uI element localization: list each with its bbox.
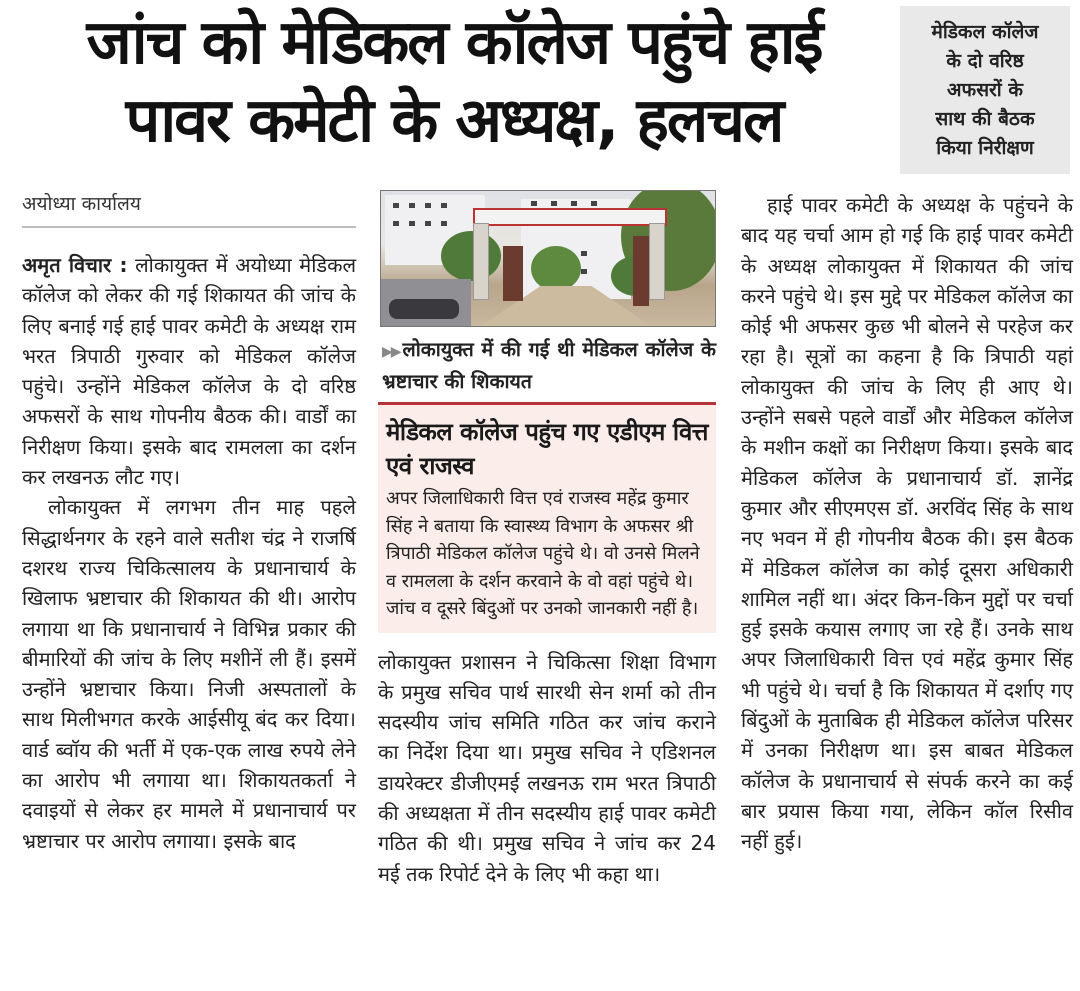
article-column-1 xyxy=(22,190,356,856)
article-paragraph: लोकायुक्त प्रशासन ने चिकित्सा शिक्षा विभाग के प्रमुख सचिव पार्थ सारथी सेन शर्मा को तीन सदस्यीय जांच समिति गठित कर जांच कराने का निर्देश दिया था। प्रमुख सचिव ने एडिशनल डायरेक्टर डीजीएमई लखनऊ राम भरत त्रिपाठी की अध्यक्षता में तीन सदस्यीय हाई पावर कमेटी गठित की थी। प्रमुख सचिव ने जांच कर 24 मई तक रिपोर्ट देने के लिए भी कहा था। xyxy=(378,649,716,886)
article-paragraph: हाई पावर कमेटी के अध्यक्ष के पहुंचने के बाद यह चर्चा आम हो गई कि हाई पावर कमेटी के अध्यक्ष लोकायुक्त में शिकायत की जांच करने पहुंचे थे। इस मुद्दे पर मेडिकल कॉलेज का कोई भी अफसर कुछ भी बोलने से परहेज कर रहा है। सूत्रों का कहना है कि त्रिपाठी यहां लोकायुक्त की जांच के लिए ही आए थे। उन्होंने सबसे पहले वार्डों और मेडिकल कॉलेज के मशीन कक्षों का निरीक्षण किया। इसके बाद मेडिकल कॉलेज के प्रधानाचार्य डॉ. ज्ञानेंद्र कुमार और सीएमएस डॉ. अरविंद सिंह के साथ नए भवन में ही गोपनीय बैठक की। इस बैठक में मेडिकल कॉलेज का कोई दूसरा अधिकारी शामिल नहीं था। अंदर किन-किन मुद्दों पर चर्चा हुई इसके कयास लगाए जा रहे हैं। उनके साथ अपर जिलाधिकारी वित्त एवं महेंद्र कुमार सिंह भी पहुंचे थे। चर्चा है कि शिकायत में दर्शाए गए बिंदुओं के मुताबिक ही मेडिकल कॉलेज परिसर में उनका निरीक्षण था। इस बाबत मेडिकल कॉलेज के प्रधानाचार्य से संपर्क करने का कई बार प्रयास किया गया, लेकिन कॉल रिसीव नहीं हुई। xyxy=(741,193,1073,854)
article-column-3 xyxy=(741,190,1073,857)
highlight-box xyxy=(378,405,716,633)
headline xyxy=(14,4,894,160)
headline-line-1: जांच को मेडिकल कॉलेज पहुंचे हाई xyxy=(86,7,822,78)
gate-sign xyxy=(473,208,667,226)
side-summary-line: साथ की बैठक xyxy=(935,107,1035,130)
dateline: अयोध्या कार्यालय xyxy=(22,190,356,228)
article-paragraph xyxy=(22,250,356,492)
side-summary-line: के दो वरिष्ठ xyxy=(946,49,1024,72)
article-column-2 xyxy=(378,190,716,889)
side-summary-box xyxy=(900,6,1070,174)
side-summary-line: मेडिकल कॉलेज xyxy=(931,20,1039,43)
highlight-box-text: अपर जिलाधिकारी वित्त एवं राजस्व महेंद्र कुमार सिंह ने बताया कि स्वास्थ्य विभाग के अफसर श्री त्रिपाठी मेडिकल कॉलेज पहुंचे थे। वो उनसे मिलने व रामलला के दर्शन करवाने के वो वहां पहुंचे थे। जांच व दूसरे बिंदुओं पर उनको जानकारी नहीं है। xyxy=(386,488,700,619)
lead-source: अमृत विचार : xyxy=(22,253,128,277)
highlight-box-heading: मेडिकल कॉलेज पहुंच गए एडीएम वित्त एवं राजस्व xyxy=(386,418,708,480)
article-paragraph: लोकायुक्त में लगभग तीन माह पहले सिद्धार्थनगर के रहने वाले सतीश चंद्र ने राजर्षि दशरथ राज्य चिकित्सालय के प्रधानाचार्य के खिलाफ भ्रष्टाचार की शिकायत की थी। आरोप लगाया था कि प्रधानाचार्य ने विभिन्न प्रकार की बीमारियों की जांच के लिए मशीनें ली हैं। इसमें उन्होंने भ्रष्टाचार किया। निजी अस्पतालों के साथ मिलीभगत करके आईसीयू बंद कर दिया। वार्ड ब्वॉय की भर्ती में एक-एक लाख रुपये लेने का आरोप भी लगाया था। शिकायतकर्ता ने दवाइयों से लेकर हर मामले में प्रधानाचार्य पर भ्रष्टाचार पर आरोप लगाया। इसके बाद xyxy=(22,495,356,853)
medical-college-gate-photo xyxy=(380,190,716,327)
caption-arrow-icon: ▶▶ xyxy=(382,344,400,360)
headline-line-2: पावर कमेटी के अध्यक्ष, हलचल xyxy=(125,85,783,156)
paragraph-text: लोकायुक्त में अयोध्या मेडिकल कॉलेज को लेकर की गई शिकायत की जांच के लिए बनाई गई हाई पावर कमेटी के अध्यक्ष राम भरत त्रिपाठी गुरुवार को मेडिकल कॉलेज पहुंचे। उन्होंने मेडिकल कॉलेज के दो वरिष्ठ अफसरों के साथ गोपनीय बैठक की। वार्डों का निरीक्षण किया। इसके बाद रामलला का दर्शन कर लखनऊ लौट गए। xyxy=(22,253,357,490)
photo-caption xyxy=(382,335,716,396)
side-summary-line: अफसरों के xyxy=(947,78,1023,101)
side-summary-line: किया निरीक्षण xyxy=(936,136,1034,159)
caption-text: लोकायुक्त में की गई थी मेडिकल कॉलेज के भ्रष्टाचार की शिकायत xyxy=(382,338,716,393)
